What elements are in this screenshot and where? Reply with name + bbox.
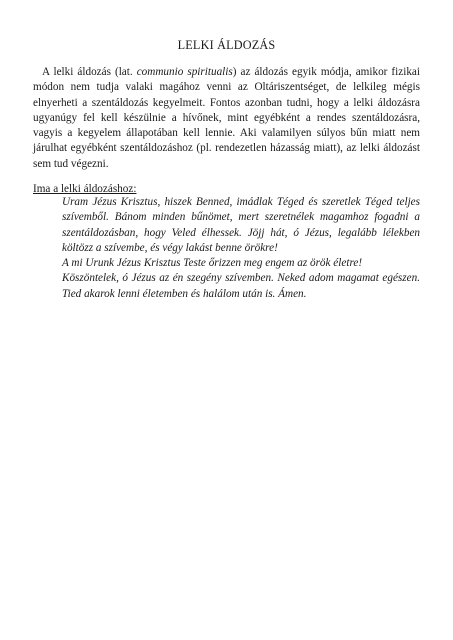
intro-paragraph xyxy=(33,65,420,172)
prayer-paragraph: Uram Jézus Krisztus, hiszek Benned, imádlak Téged és szeretlek Téged teljes szívemből. Bánom minden bűnömet, mert szeretnélek magamhoz fogadni a szentáldozásban, hogy Veled élhessek. Jöjj hát, ó Jézus, legalább lélekben költözz a szívembe, és végy lakást benne örökre! xyxy=(62,196,420,254)
prayer-block xyxy=(62,195,420,302)
prayer-paragraph: Köszöntelek, ó Jézus az én szegény szívemben. Neked adom magamat egészen. Tied akarok lenni életemben és halálom után is. Ámen. xyxy=(62,272,420,300)
document-title: LELKI ÁLDOZÁS xyxy=(177,38,276,52)
intro-text-end: ) az áldozás egyik módja, amikor fizikai módon nem tudja valaki magához venni az Oltáriszentséget, de lelkileg mégis elnyerheti a szentáldozás kegyelmeit. Fontos azonban tudni, hogy a lelki áldozásra ugyanúgy fel kell készülnie a hívőnek, mint egyébként a rendes szentáldozásra, vagyis a kegyelem állapotában kell lennie. Aki valamilyen súlyos bűn miatt nem járulhat egyébként szentáldozáshoz (pl. rendezetlen házasság miatt), az lelki áldozást sem tud végezni. xyxy=(33,66,420,170)
latin-term: communio spiritualis xyxy=(136,66,233,78)
prayer-paragraph: A mi Urunk Jézus Krisztus Teste őrizzen meg engem az örök életre! xyxy=(62,257,363,270)
prayer-heading: Ima a lelki áldozáshoz: xyxy=(33,183,137,195)
intro-text-start: A lelki áldozás (lat. xyxy=(42,66,137,78)
